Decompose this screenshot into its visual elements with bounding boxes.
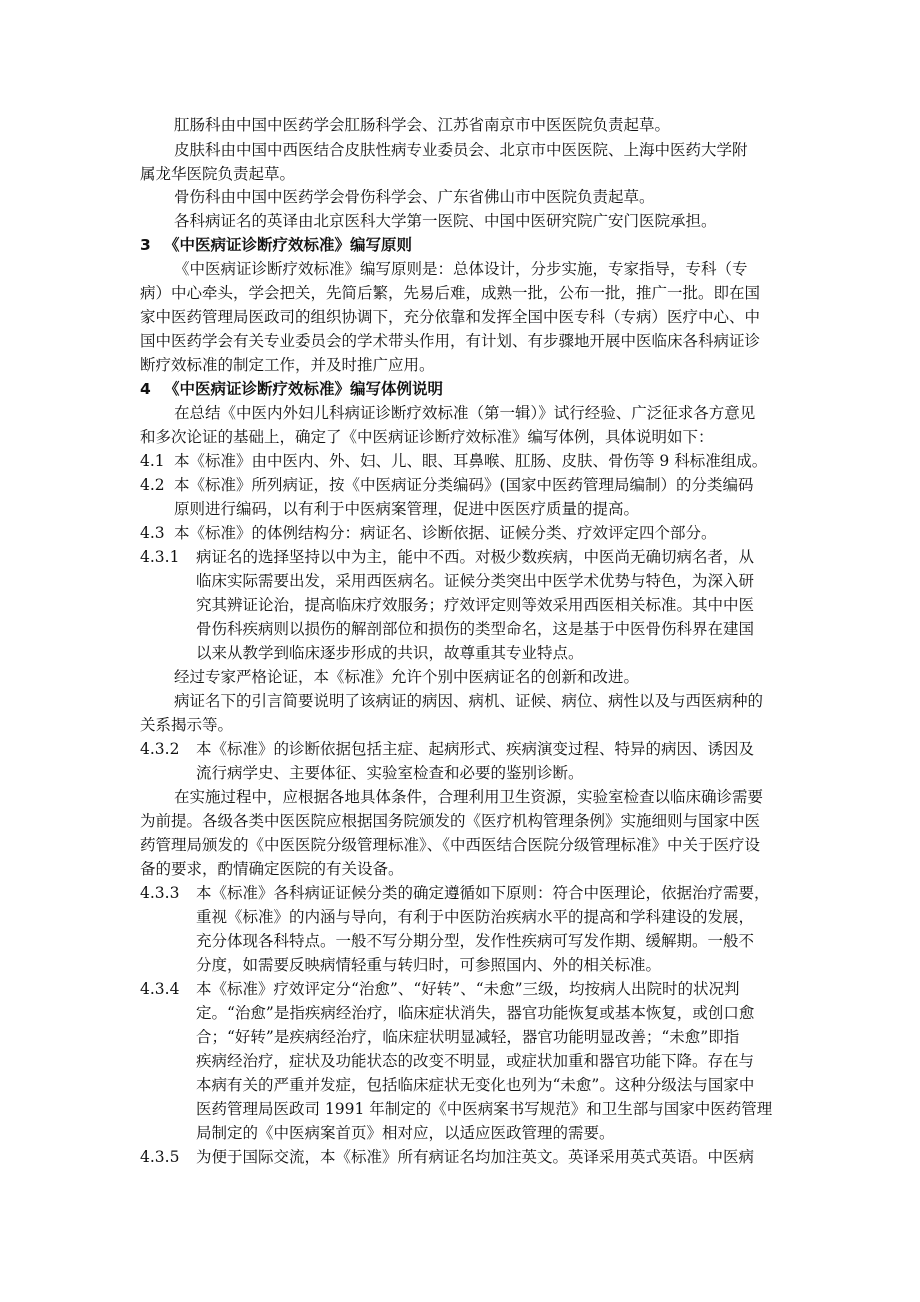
paragraph-proctology: 肛肠科由中国中医药学会肛肠科学会、江苏省南京市中医医院负责起草。 <box>174 116 671 134</box>
item-4-3-3-line: 分度，如需要反映病情轻重与转归时，可参照国内、外的相关标准。 <box>196 956 662 974</box>
paragraph-introduction-line: 病证名下的引言简要说明了该病证的病因、病机、证候、病位、病性以及与西医病种的 <box>174 692 764 710</box>
item-4-3-4-line: 医药管理局医政司 1991 年制定的《中医病案书写规范》和卫生部与国家中医药管理 <box>196 1100 773 1118</box>
section-4-intro-line: 在总结《中医内外妇儿科病证诊断疗效标准（第一辑）》试行经验、广泛征求各方意见 <box>174 404 756 422</box>
item-number: 4.3.2 <box>140 740 180 758</box>
item-number: 4.2 <box>140 476 165 494</box>
item-4-3-1-line: 病证名的选择坚持以中为主，能中不西。对极少数疾病，中医尚无确切病名者，从 <box>196 548 755 566</box>
item-4-3-4-line: 合；“好转”是疾病经治疗，临床症状明显减轻，器官功能明显改善；“未愈”即指 <box>196 1028 740 1046</box>
item-number: 4.3.5 <box>140 1148 180 1166</box>
item-4-2-line: 本《标准》所列病证，按《中医病证分类编码》(国家中医药管理局编制）的分类编码 <box>174 476 754 494</box>
section-4-title: 《中医病证诊断疗效标准》编写体例说明 <box>164 380 444 398</box>
section-3-line: 《中医病证诊断疗效标准》编写原则是：总体设计，分步实施，专家指导，专科（专 <box>174 260 748 278</box>
paragraph-introduction-line: 关系揭示等。 <box>140 716 234 734</box>
item-4-3-4-line: 疾病经治疗，症状及功能状态的改变不明显，或症状加重和器官功能下降。存在与 <box>196 1052 755 1070</box>
section-3-line: 病）中心牵头，学会把关，先简后繁，先易后难，成熟一批，公布一批，推广一批。即在国 <box>140 284 761 302</box>
item-4-3-1-line: 以来从教学到临床逐步形成的共识，故尊重其专业特点。 <box>196 644 584 662</box>
paragraph-dermatology-cont: 属龙华医院负责起草。 <box>140 165 296 183</box>
item-4-1-line: 本《标准》由中医内、外、妇、儿、眼、耳鼻喉、肛肠、皮肤、骨伤等 9 科标准组成。 <box>174 452 768 470</box>
item-4-3-4-line: 本病有关的严重并发症，包括临床症状无变化也列为“未愈”。这种分级法与国家中 <box>196 1076 755 1094</box>
item-4-3-4-line: 局制定的《中医病案首页》相对应，以适应医政管理的需要。 <box>196 1124 615 1142</box>
item-4-3-1-line: 究其辨证论治，提高临床疗效服务；疗效评定则等效采用西医相关标准。其中中医 <box>196 596 755 614</box>
paragraph-expert-review: 经过专家严格论证，本《标准》允许个别中医病证名的创新和改进。 <box>174 668 640 686</box>
section-4-intro-line: 和多次论证的基础上，确定了《中医病证诊断疗效标准》编写体例，具体说明如下： <box>140 428 714 446</box>
item-4-3-2-line: 流行病学史、主要体征、实验室检查和必要的鉴别诊断。 <box>196 764 584 782</box>
item-4-3-2-line: 本《标准》的诊断依据包括主症、起病形式、疾病演变过程、特异的病因、诱因及 <box>196 740 755 758</box>
paragraph-dermatology: 皮肤科由中国中西医结合皮肤性病专业委员会、北京市中医医院、上海中医药大学附 <box>174 141 748 159</box>
item-4-3-1-line: 骨伤科疾病则以损伤的解剖部位和损伤的类型命名，这是基于中医骨伤科界在建国 <box>196 620 755 638</box>
paragraph-implementation-line: 在实施过程中，应根据各地具体条件，合理利用卫生资源，实验室检查以临床确诊需要 <box>174 788 764 806</box>
item-number: 4.3.3 <box>140 884 180 902</box>
paragraph-implementation-line: 为前提。各级各类中医医院应根据国务院颁发的《医疗机构管理条例》实施细则与国家中医 <box>140 812 761 830</box>
item-number: 4.3 <box>140 524 165 542</box>
item-4-3-1-line: 临床实际需要出发，采用西医病名。证候分类突出中医学术优势与特色，为深入研 <box>196 572 755 590</box>
paragraph-orthopedics: 骨伤科由中国中医药学会骨伤科学会、广东省佛山市中医院负责起草。 <box>174 188 655 206</box>
item-4-3-3-line: 本《标准》各科病证证候分类的确定遵循如下原则：符合中医理论，依据治疗需要， <box>196 884 770 902</box>
section-3-line: 家中医药管理局医政司的组织协调下，充分依靠和发挥全国中医专科（专病）医疗中心、中 <box>140 308 761 326</box>
item-4-3-3-line: 重视《标准》的内涵与导向，有利于中医防治疾病水平的提高和学科建设的发展， <box>196 908 755 926</box>
paragraph-implementation-line: 药管理局颁发的《中医医院分级管理标准》、《中西医结合医院分级管理标准》中关于医疗设 <box>140 836 761 854</box>
item-4-2-line: 原则进行编码，以有利于中医病案管理，促进中医医疗质量的提高。 <box>174 500 640 518</box>
item-number: 4.3.1 <box>140 548 180 566</box>
section-3-title: 《中医病证诊断疗效标准》编写原则 <box>164 236 413 254</box>
section-3-line: 断疗效标准的制定工作，并及时推广应用。 <box>140 356 435 374</box>
item-4-3-line: 本《标准》的体例结构分：病证名、诊断依据、证候分类、疗效评定四个部分。 <box>174 524 717 542</box>
item-number: 4.1 <box>140 452 165 470</box>
item-4-3-5-line: 为便于国际交流，本《标准》所有病证名均加注英文。英译采用英式英语。中医病 <box>196 1148 755 1166</box>
section-4-number: 4 <box>140 380 151 398</box>
paragraph-translation: 各科病证名的英译由北京医科大学第一医院、中国中医研究院广安门医院承担。 <box>174 212 717 230</box>
item-4-3-4-line: 定。“治愈”是指疾病经治疗，临床症状消失，器官功能恢复或基本恢复，或创口愈 <box>196 1004 755 1022</box>
item-number: 4.3.4 <box>140 980 180 998</box>
item-4-3-4-line: 本《标准》疗效评定分“治愈”、“好转”、“未愈”三级，均按病人出院时的状况判 <box>196 980 740 998</box>
section-3-line: 国中医药学会有关专业委员会的学术带头作用，有计划、有步骤地开展中医临床各科病证诊 <box>140 332 761 350</box>
section-3-number: 3 <box>140 236 151 254</box>
item-4-3-3-line: 充分体现各科特点。一般不写分期分型，发作性疾病可写发作期、缓解期。一般不 <box>196 932 755 950</box>
paragraph-implementation-line: 备的要求，酌情确定医院的有关设备。 <box>140 860 404 878</box>
